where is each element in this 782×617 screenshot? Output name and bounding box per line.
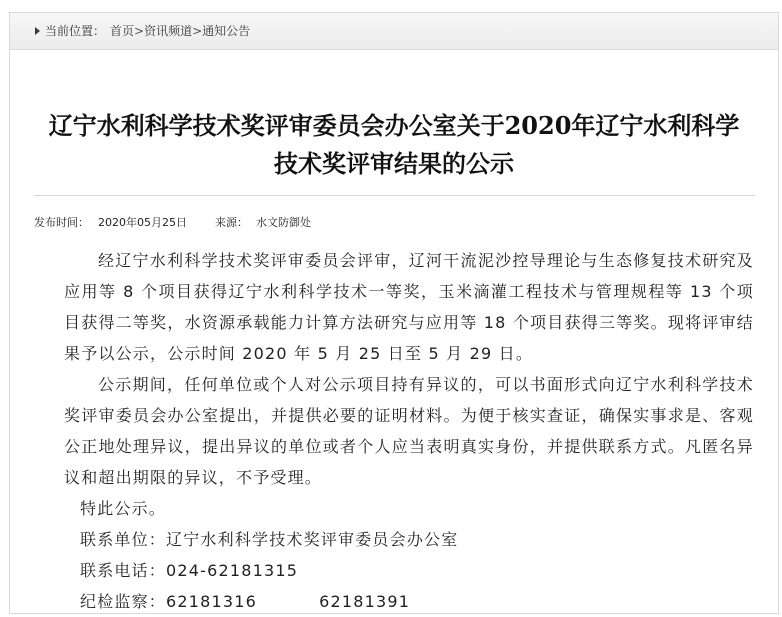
- contact-unit-label: 联系单位：: [80, 530, 167, 549]
- arrow-bullet-icon: [35, 27, 40, 35]
- publish-date: 2020年05月25日: [98, 216, 187, 229]
- breadcrumb-notices-link[interactable]: 通知公告: [202, 24, 251, 38]
- article-frame: [9, 12, 779, 614]
- supervision-label: 纪检监察：: [80, 592, 167, 611]
- closing-line: 特此公示。: [80, 499, 167, 518]
- article-title-line-2: 技术奖评审结果的公示: [274, 149, 514, 178]
- breadcrumb-separator: >: [134, 24, 145, 38]
- contact-phone-label: 联系电话：: [80, 561, 167, 580]
- breadcrumb-news-channel-link[interactable]: 资讯频道: [144, 24, 193, 38]
- contact-unit: 辽宁水利科学技术奖评审委员会办公室: [166, 530, 459, 549]
- breadcrumb: [10, 13, 778, 50]
- breadcrumb-label: 当前位置：: [45, 24, 106, 38]
- breadcrumb-trail: [110, 13, 250, 49]
- article-meta: [34, 214, 311, 230]
- article-title: [10, 107, 778, 183]
- breadcrumb-home-link[interactable]: 首页: [110, 24, 135, 38]
- contact-phone: 024-62181315: [166, 561, 299, 580]
- article-body: [64, 245, 754, 617]
- contact-unit-line: [64, 524, 754, 555]
- contact-phone-line: [64, 555, 754, 586]
- source-value: 水文防御处: [256, 216, 311, 229]
- publish-time-label: 发布时间：: [34, 216, 89, 229]
- supervision-phone-1: 62181316: [166, 592, 258, 611]
- supervision-phone-2: 62181391: [319, 592, 411, 611]
- source-label: 来源：: [215, 216, 248, 229]
- article-paragraph-2: 公示期间，任何单位或个人对公示项目持有异议的，可以书面形式向辽宁水利科学技术奖评审委员会办公室提出，并提供必要的证明材料。为便于核实查证，确保实事求是、客观公正地处理异议，提出异议的单位或者个人应当表明真实身份，并提供联系方式。凡匿名异议和超出期限的异议，不予受理。: [64, 375, 754, 487]
- article-title-line-1: 辽宁水利科学技术奖评审委员会办公室关于2020年辽宁水利科学: [48, 111, 740, 140]
- title-divider: [34, 195, 755, 196]
- supervision-line: [64, 586, 754, 617]
- breadcrumb-separator: >: [192, 24, 203, 38]
- article-paragraph-1: 经辽宁水利科学技术奖评审委员会评审，辽河干流泥沙控导理论与生态修复技术研究及应用等 8 个项目获得辽宁水利科学技术一等奖，玉米滴灌工程技术与管理规程等 13 个项目获得二等奖，水资源承载能力计算方法研究与应用等 18 个项目获得三等奖。现将评审结果予以公示，公示时间 2020 年 5 月 25 日至 5 月 29 日。: [64, 251, 754, 363]
